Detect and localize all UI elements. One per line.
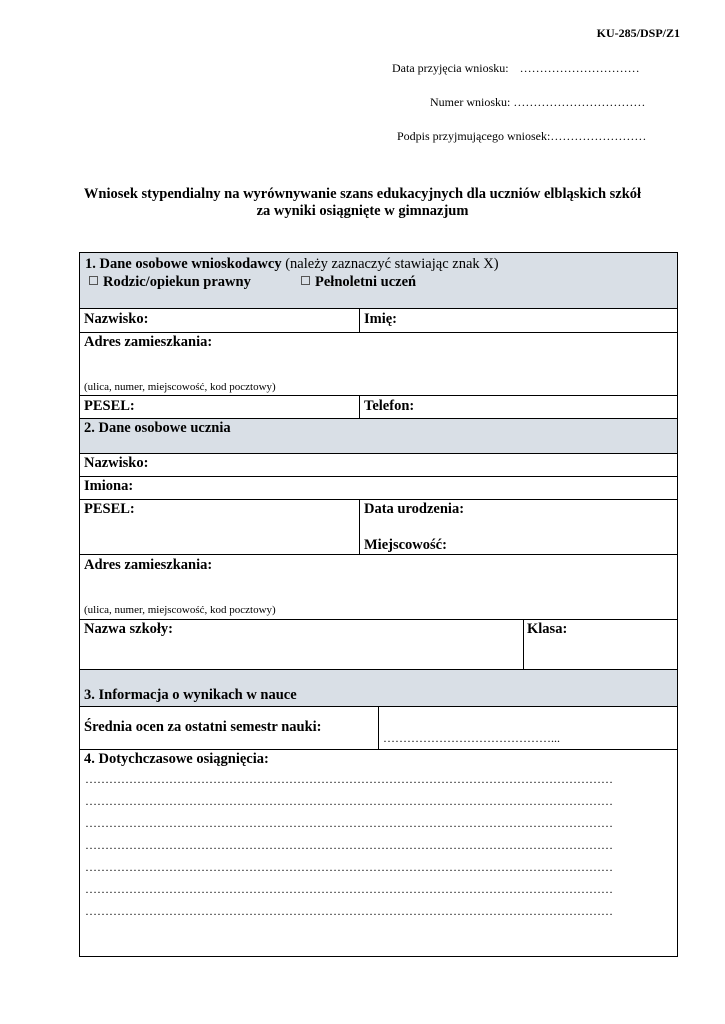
section2-header [80,419,677,454]
student-pesel-row [80,500,677,555]
average-input-field[interactable] [378,707,677,749]
achievement-line-4: …………………………………………………………………………………………………………………… [85,838,613,852]
signature-dots: …………………… [550,129,647,143]
achievements-field[interactable] [80,750,677,958]
option-adult-student[interactable] [301,274,416,291]
student-surname-field[interactable] [80,454,677,477]
section1-heading: 1. Dane osobowe wnioskodawcy [85,256,282,272]
option-parent[interactable] [89,274,251,291]
option-adult-student-label: Pełnoletni uczeń [315,274,417,290]
application-number-dots: …………………………… [513,95,646,109]
student-address-label: Adres zamieszkania: [84,557,213,573]
application-number-label: Numer wniosku: [430,95,511,109]
form-title-line1: Wniosek stypendialny na wyrównywanie szans edukacyjnych dla uczniów elbląskich szkół [83,186,642,202]
applicant-phone-field[interactable] [359,396,677,418]
applicant-first-name-field[interactable] [359,309,677,332]
applicant-pesel-label: PESEL: [84,398,135,414]
date-received-dots: ………………………… [519,61,640,75]
section3-heading: 3. Informacja o wynikach w nauce [84,687,297,703]
section1-heading-note: (należy zaznaczyć stawiając znak X) [285,256,499,272]
section2-heading: 2. Dane osobowe ucznia [84,420,231,436]
applicant-address-hint: (ulica, numer, miejscowość, kod pocztowy) [84,381,276,393]
average-dots: ……………………………………... [383,731,560,745]
class-field[interactable] [523,620,677,669]
school-name-field[interactable] [80,620,523,669]
applicant-first-name-label: Imię: [364,311,398,327]
form-title-line2: za wyniki osiągnięte w gimnazjum [256,203,469,219]
applicant-pesel-field[interactable] [80,396,359,418]
applicant-address-label: Adres zamieszkania: [84,334,213,350]
achievement-line-7: …………………………………………………………………………………………………………………… [85,904,613,918]
applicant-phone-label: Telefon: [364,398,415,414]
checkbox-adult-student-icon[interactable] [301,276,310,285]
form-code: KU-285/DSP/Z1 [596,26,680,40]
applicant-address-field[interactable] [80,333,677,396]
option-parent-label: Rodzic/opiekun prawny [103,274,251,290]
application-number-field[interactable] [430,95,645,110]
average-row [80,707,677,750]
application-form [79,252,678,957]
achievement-line-6: …………………………………………………………………………………………………………………… [85,882,613,896]
date-received-field[interactable] [392,61,640,76]
section4-heading: 4. Dotychczasowe osiągnięcia: [84,751,269,767]
date-received-label: Data przyjęcia wniosku: [392,61,509,75]
applicant-pesel-row [80,396,677,419]
signature-field[interactable] [397,129,646,144]
applicant-surname-field[interactable] [80,309,359,332]
student-first-names-field[interactable] [80,477,677,500]
student-birth-date-label: Data urodzenia: [364,501,465,517]
section3-header [80,670,677,707]
achievement-line-3: …………………………………………………………………………………………………………………… [85,816,613,830]
section1-header [80,253,677,309]
achievement-line-1: …………………………………………………………………………………………………………………… [85,772,613,786]
signature-label: Podpis przyjmującego wniosek: [397,129,551,143]
student-first-names-label: Imiona: [84,478,134,494]
student-address-hint: (ulica, numer, miejscowość, kod pocztowy) [84,604,276,616]
student-pesel-label: PESEL: [84,501,135,517]
achievement-line-2: …………………………………………………………………………………………………………………… [85,794,613,808]
applicant-name-row [80,309,677,333]
achievement-line-5: …………………………………………………………………………………………………………………… [85,860,613,874]
applicant-surname-label: Nazwisko: [84,311,149,327]
student-birth-place-label: Miejscowość: [364,537,447,553]
school-row [80,620,677,670]
average-label-cell [80,707,378,749]
student-birth-field[interactable] [359,500,677,554]
section1-title [85,256,499,273]
student-address-field[interactable] [80,555,677,620]
checkbox-parent-icon[interactable] [89,276,98,285]
school-name-label: Nazwa szkoły: [84,621,174,637]
average-label: Średnia ocen za ostatni semestr nauki: [84,719,322,735]
class-label: Klasa: [527,621,568,637]
form-title [0,186,725,220]
student-pesel-field[interactable] [80,500,359,554]
student-surname-label: Nazwisko: [84,455,149,471]
